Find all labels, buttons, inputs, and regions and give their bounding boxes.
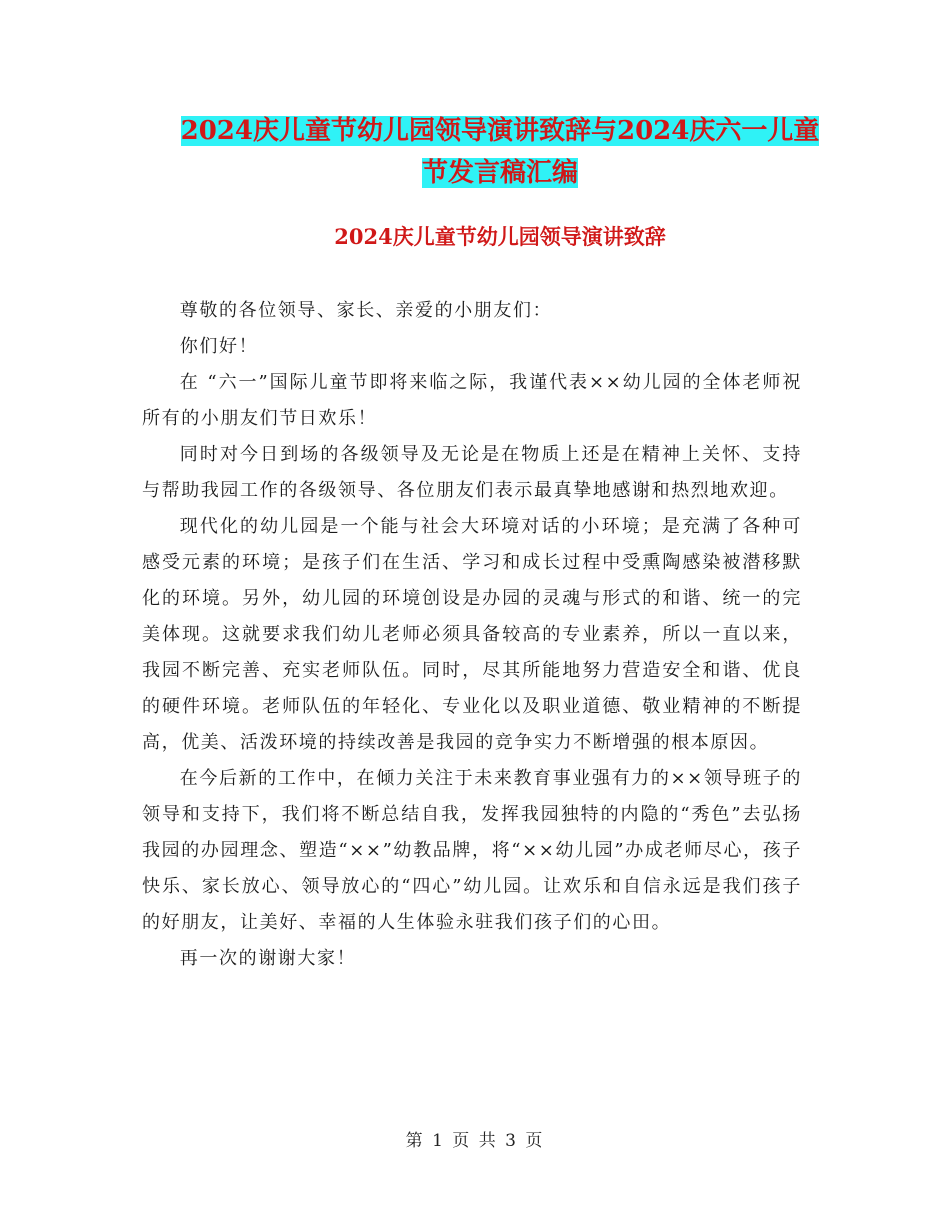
page-footer: 第 1 页 共 3 页 xyxy=(405,1131,545,1151)
body-paragraph: 现代化的幼儿园是一个能与社会大环境对话的小环境；是充满了各种可感受元素的环境；是孩子们在生活、学习和成长过程中受熏陶感染被潜移默化的环境。另外，幼儿园的环境创设是办园的灵魂与形式的和谐、统一的完美体现。这就要求我们幼儿老师必须具备较高的专业素养，所以一直以来，我园不断完善、充实老师队伍。同时，尽其所能地努力营造安全和谐、优良的硬件环境。老师队伍的年轻化、专业化以及职业道德、敬业精神的不断提高，优美、活泼环境的持续改善是我园的竞争实力不断增强的根本原因。 xyxy=(142,516,802,753)
document-title-line1: 2024庆儿童节幼儿园领导演讲致辞与2024庆六一儿童 xyxy=(180,116,820,146)
body-paragraph: 同时对今日到场的各级领导及无论是在物质上还是在精神上关怀、支持与帮助我园工作的各级领导、各位朋友们表示最真挚地感谢和热烈地欢迎。 xyxy=(142,444,802,501)
body-paragraph: 在 “六一”国际儿童节即将来临之际，我谨代表××幼儿园的全体老师祝所有的小朋友们节日欢乐！ xyxy=(142,372,802,429)
closing-paragraph: 再一次的谢谢大家！ xyxy=(179,948,357,969)
section-title: 2024庆儿童节幼儿园领导演讲致辞 xyxy=(334,224,666,249)
salutation-paragraph: 尊敬的各位领导、家长、亲爱的小朋友们： xyxy=(179,300,553,321)
greeting-paragraph: 你们好！ xyxy=(179,336,259,357)
document-title-line2: 节发言稿汇编 xyxy=(421,158,578,188)
body-text xyxy=(142,293,802,977)
body-paragraph: 在今后新的工作中，在倾力关注于未来教育事业强有力的××领导班子的领导和支持下，我们将不断总结自我，发挥我园独特的内隐的“秀色”去弘扬我园的办园理念、塑造“××”幼教品牌，将“××幼儿园”办成老师尽心，孩子快乐、家长放心、领导放心的“四心”幼儿园。让欢乐和自信永远是我们孩子的好朋友，让美好、幸福的人生体验永驻我们孩子们的心田。 xyxy=(142,768,802,933)
document-title xyxy=(140,110,860,194)
